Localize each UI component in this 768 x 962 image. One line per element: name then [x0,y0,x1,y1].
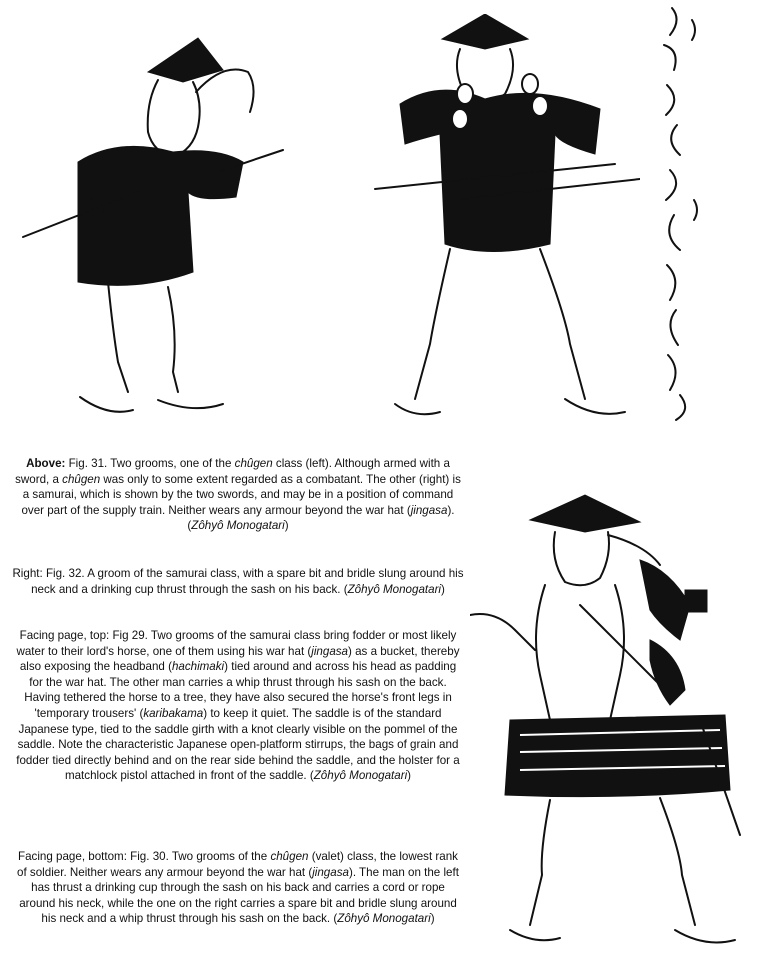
caption-text: was only to some extent regarded as a combatant. The other (right) is a samurai, which is shown by the two swords, and may be in a position of command over part of the supply train. Neither wears any armour beyond the war hat ( [21,472,461,517]
caption-fig32 [12,566,464,597]
jingasa-hat [148,38,223,82]
caption-text: ) [441,582,445,596]
illustration-chugen-groom [18,32,298,427]
caption-lead-above: Above: [26,457,66,470]
caption-text: class (left). Although armed with a sword, a [15,457,450,486]
caption-text: Fig. 31. Two grooms, one of the [65,457,235,470]
caption-source: Zôhyô Monogatari [313,769,408,783]
calligraphy-inscription [652,0,712,425]
caption-term: chûgen [62,472,101,486]
caption-source: Zôhyô Monogatari [347,582,442,596]
illustration-samurai-groom [370,14,640,429]
caption-text: ) as a bucket, thereby also exposing the headband ( [19,644,460,674]
caption-text: Facing page, bottom: Fig. 30. Two grooms of the [18,850,271,863]
caption-source: Zôhyô Monogatari [191,519,285,533]
drinking-cup [685,590,707,612]
caption-text: (valet) class, the lowest rank of soldier. Neither wears any armour beyond the war hat ( [17,850,458,879]
caption-fig31 [12,456,464,534]
caption-text: ) [430,912,435,926]
illustration-fig32-groom [470,490,760,955]
caption-term: jingasa [410,503,448,517]
caption-text: ). The man on the left has thrust a drinking cup through the sash on his back and carries a cord or rope around his neck, while the one on the right carries a spare bit and bridle slung around his neck and a whip thrust through his sash on the back. ( [19,865,459,926]
jingasa-hat [442,14,528,49]
caption-term: chûgen [270,850,309,863]
caption-term: karibakama [143,706,204,720]
caption-text: Right: Fig. 32. A groom of the samurai class, with a spare bit and bridle slung around his neck and a drinking cup thrust through the sash on his back. ( [12,567,464,596]
caption-term: jingasa [311,644,349,658]
caption-term: jingasa [312,865,349,879]
caption-term: hachimaki [171,660,225,674]
jingasa-hat [530,495,640,532]
caption-fig29 [12,628,464,784]
caption-text: ) [284,519,289,533]
caption-text: ) [407,769,412,783]
caption-text: ) tied around and across his head as padding for the war hat. The other man carries a whip thrust through his sash on the back. Having tethered the horse to a tree, they have also secured the horse's front legs in 'temporary trousers' ( [24,660,457,720]
caption-fig30 [12,849,464,927]
caption-text: ). ( [187,503,455,533]
caption-source: Zôhyô Monogatari [337,912,431,926]
caption-text: Facing page, top: Fig 29. Two grooms of the samurai class bring fodder or most likely water to their lord's horse, one of them using his war hat ( [16,629,457,658]
caption-text: ) to keep it quiet. The saddle is of the standard Japanese type, tied to the saddle girth with a knot clearly visible on the pommel of the saddle. Note the characteristic Japanese open-platform stirrups, the bags of grain and fodder tied directly behind and on the rear side behind the saddle, and the holster for a matchlock pistol attached in front of the saddle. ( [16,706,460,783]
caption-term: chûgen [234,457,273,470]
